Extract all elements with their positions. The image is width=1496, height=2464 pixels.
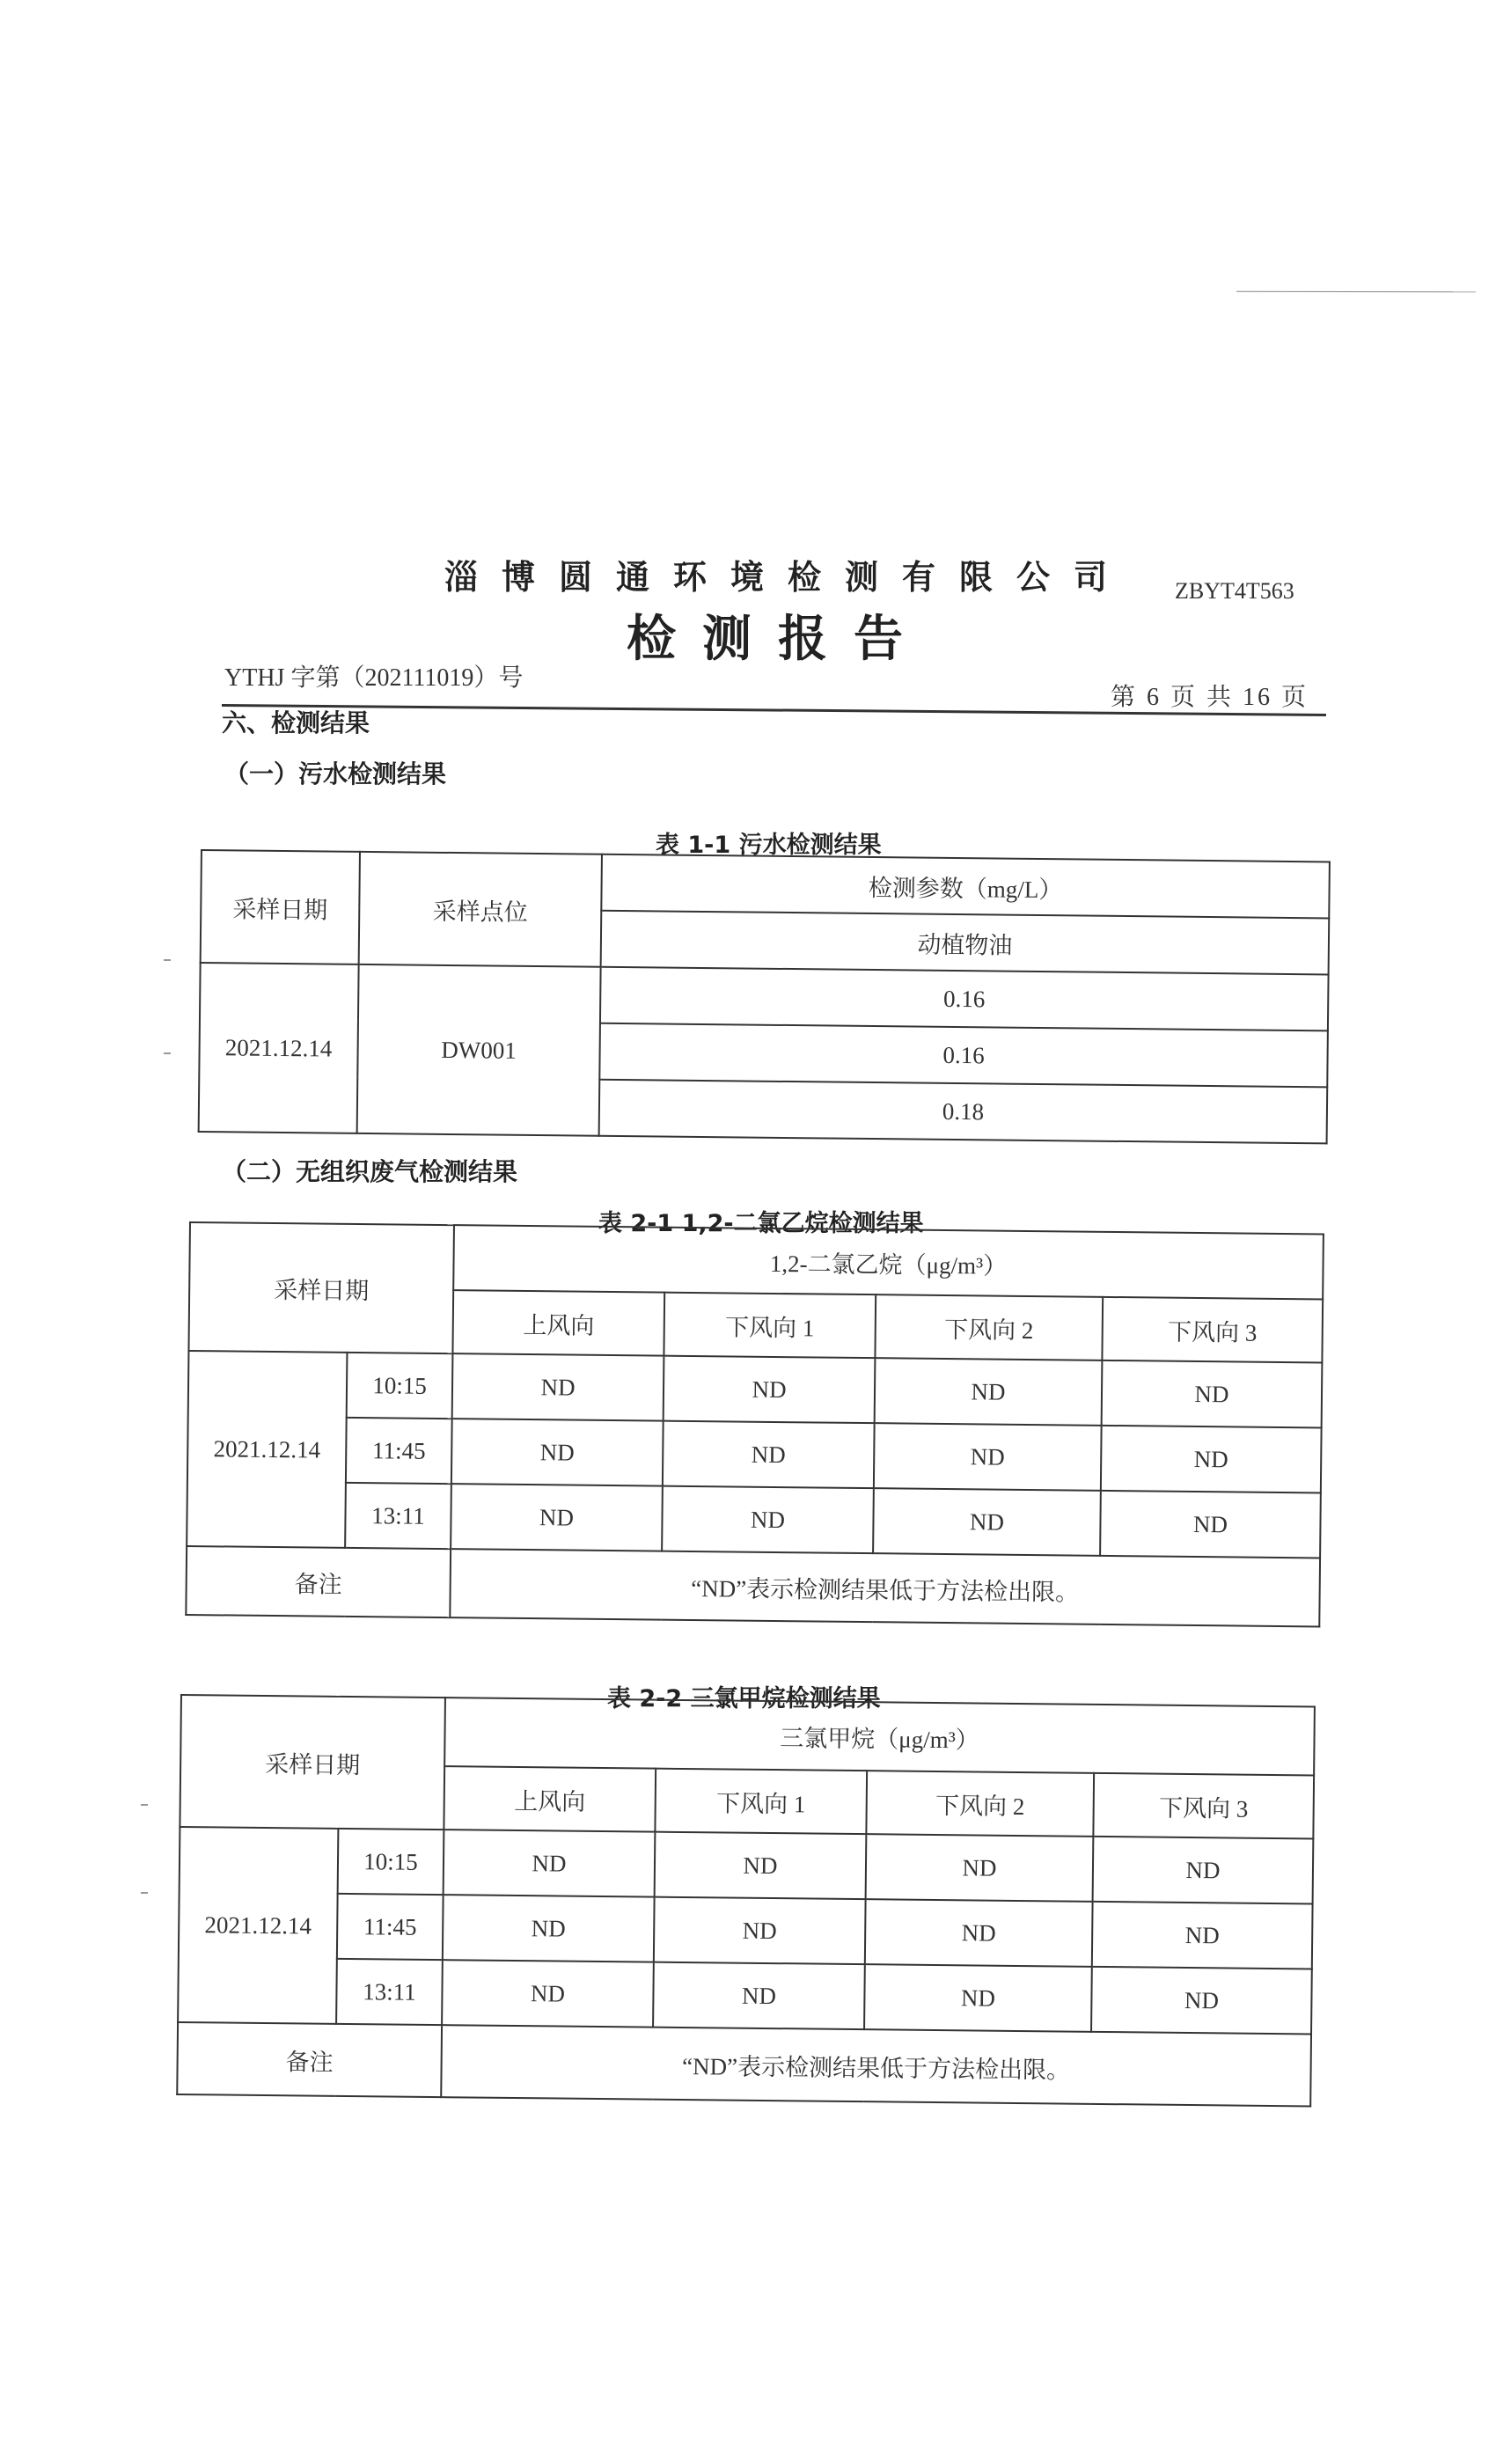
cell-value: ND bbox=[442, 1960, 654, 2028]
header-downwind-1: 下风向 1 bbox=[655, 1769, 867, 1835]
cell-value: ND bbox=[864, 1964, 1092, 2032]
subsection-wastewater: （一）污水检测结果 bbox=[224, 759, 447, 788]
report-title: 检测报告 bbox=[627, 611, 929, 668]
header-sampling-date: 采样日期 bbox=[180, 1695, 445, 1830]
cell-time: 13:11 bbox=[336, 1959, 443, 2025]
cell-value: ND bbox=[662, 1486, 874, 1554]
cell-value: ND bbox=[451, 1419, 664, 1486]
cell-time: 11:45 bbox=[337, 1894, 444, 1960]
header-downwind-3: 下风向 3 bbox=[1102, 1297, 1323, 1363]
cell-value: ND bbox=[654, 1897, 866, 1965]
cell-value: 0.16 bbox=[600, 967, 1329, 1031]
scan-edge-line bbox=[1236, 291, 1476, 292]
cell-value: ND bbox=[866, 1834, 1094, 1902]
cell-value: 0.18 bbox=[599, 1080, 1328, 1144]
cell-value: ND bbox=[873, 1488, 1101, 1556]
header-upwind: 上风向 bbox=[452, 1290, 664, 1356]
remark-text: “ND”表示检测结果低于方法检出限。 bbox=[441, 2025, 1311, 2106]
cell-value: ND bbox=[663, 1421, 875, 1489]
cell-sampling-point: DW001 bbox=[357, 964, 601, 1136]
header-sampling-date: 采样日期 bbox=[188, 1222, 454, 1353]
cell-value: ND bbox=[1102, 1360, 1323, 1428]
header-downwind-3: 下风向 3 bbox=[1093, 1773, 1314, 1839]
cell-value: ND bbox=[1092, 1902, 1313, 1969]
cell-sampling-date: 2021.12.14 bbox=[187, 1351, 347, 1548]
table-1-1 bbox=[198, 849, 1331, 1144]
table-2-2 bbox=[176, 1694, 1316, 2107]
cell-value: ND bbox=[865, 1899, 1093, 1967]
cell-value: ND bbox=[452, 1353, 664, 1421]
header-param-group: 三氯甲烷（μg/m³） bbox=[444, 1698, 1315, 1775]
page-indicator: 第 6 页 共 16 页 bbox=[1111, 684, 1309, 711]
cell-value: ND bbox=[1091, 1967, 1312, 2035]
cell-sampling-date: 2021.12.14 bbox=[199, 963, 359, 1133]
cell-value: ND bbox=[451, 1484, 663, 1551]
section-title: 六、检测结果 bbox=[222, 708, 370, 737]
cell-value: ND bbox=[443, 1895, 655, 1962]
scan-speck bbox=[141, 1892, 148, 1894]
cell-value: 0.16 bbox=[599, 1023, 1328, 1088]
header-param-group: 检测参数（mg/L） bbox=[601, 854, 1330, 919]
cell-value: ND bbox=[874, 1423, 1102, 1491]
cell-value: ND bbox=[1101, 1426, 1322, 1493]
header-upwind: 上风向 bbox=[444, 1766, 656, 1832]
subsection-fugitive-gas: （二）无组织废气检测结果 bbox=[222, 1157, 518, 1186]
header-downwind-1: 下风向 1 bbox=[664, 1293, 876, 1359]
table-2-1 bbox=[185, 1221, 1324, 1627]
remark-label: 备注 bbox=[177, 2022, 442, 2097]
scan-speck bbox=[141, 1804, 148, 1806]
remark-text: “ND”表示检测结果低于方法检出限。 bbox=[450, 1549, 1320, 1626]
header-param-group: 1,2-二氯乙烷（μg/m³） bbox=[453, 1225, 1324, 1299]
header-sampling-point: 采样点位 bbox=[359, 852, 602, 967]
cell-value: ND bbox=[664, 1356, 876, 1424]
cell-time: 13:11 bbox=[345, 1483, 451, 1549]
cell-value: ND bbox=[1093, 1837, 1314, 1904]
scan-speck bbox=[164, 959, 171, 961]
cell-sampling-date: 2021.12.14 bbox=[178, 1827, 338, 2024]
header-downwind-2: 下风向 2 bbox=[866, 1771, 1094, 1837]
header-param: 动植物油 bbox=[601, 911, 1330, 975]
table-2-1-caption: 表 2-1 1,2-二氯乙烷检测结果 bbox=[598, 1210, 924, 1237]
cell-time: 10:15 bbox=[347, 1353, 453, 1419]
cell-time: 10:15 bbox=[338, 1829, 444, 1895]
header-sampling-date: 采样日期 bbox=[201, 850, 360, 964]
cell-value: ND bbox=[1100, 1491, 1321, 1558]
remark-label: 备注 bbox=[186, 1546, 451, 1617]
cell-value: ND bbox=[444, 1830, 656, 1897]
cell-value: ND bbox=[875, 1358, 1103, 1426]
header-downwind-2: 下风向 2 bbox=[875, 1294, 1103, 1360]
cell-value: ND bbox=[653, 1962, 865, 2030]
cell-value: ND bbox=[655, 1832, 867, 1900]
report-code: ZBYT4T563 bbox=[1175, 578, 1294, 604]
cell-time: 11:45 bbox=[346, 1418, 452, 1484]
scan-speck bbox=[164, 1052, 171, 1054]
company-name: 淄博圆通环境检测有限公司 bbox=[444, 558, 1132, 597]
table-2-2-caption: 表 2-2 三氯甲烷检测结果 bbox=[607, 1685, 881, 1712]
table-1-1-caption: 表 1-1 污水检测结果 bbox=[656, 832, 882, 859]
document-number: YTHJ 字第（202111019）号 bbox=[224, 664, 524, 692]
